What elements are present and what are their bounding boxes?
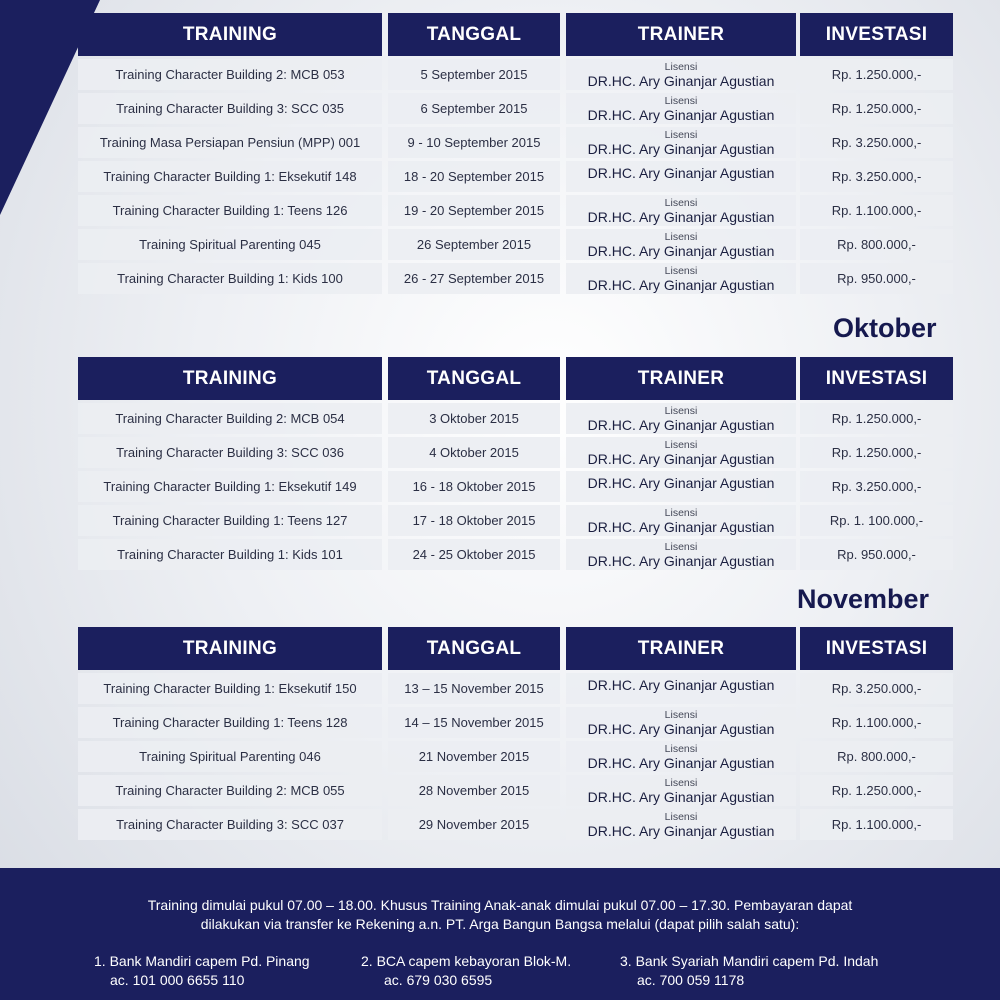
cell-trainer [566, 195, 796, 226]
cell-tanggal: 29 November 2015 [388, 809, 560, 840]
cell-trainer [566, 437, 796, 468]
cell-tanggal: 9 - 10 September 2015 [388, 127, 560, 158]
cell-trainer [566, 673, 796, 704]
cell-training: Training Spiritual Parenting 046 [78, 741, 382, 772]
cell-training: Training Character Building 2: MCB 053 [78, 59, 382, 90]
cell-tanggal: 18 - 20 September 2015 [388, 161, 560, 192]
cell-trainer [566, 707, 796, 738]
header-tanggal: TANGGAL [388, 13, 560, 56]
cell-trainer [566, 161, 796, 192]
cell-training: Training Character Building 1: Teens 128 [78, 707, 382, 738]
header-training: TRAINING [78, 627, 382, 670]
cell-investasi: Rp. 1.100.000,- [800, 195, 953, 226]
cell-investasi: Rp. 3.250.000,- [800, 673, 953, 704]
trainer-license-label: Lisensi [664, 777, 698, 790]
header-tanggal: TANGGAL [388, 357, 560, 400]
cell-tanggal: 17 - 18 Oktober 2015 [388, 505, 560, 536]
header-investasi: INVESTASI [800, 357, 953, 400]
cell-investasi: Rp. 800.000,- [800, 229, 953, 260]
trainer-name: DR.HC. Ary Ginanjar Agustian [587, 720, 775, 737]
header-trainer: TRAINER [566, 357, 796, 400]
trainer-name: DR.HC. Ary Ginanjar Agustian [587, 754, 775, 771]
cell-investasi: Rp. 1.100.000,- [800, 809, 953, 840]
bank-mandiri [94, 952, 310, 990]
trainer-name: DR.HC. Ary Ginanjar Agustian [587, 106, 775, 123]
cell-tanggal: 19 - 20 September 2015 [388, 195, 560, 226]
cell-investasi: Rp. 3.250.000,- [800, 161, 953, 192]
cell-training: Training Character Building 3: SCC 036 [78, 437, 382, 468]
bank-syariah-mandiri [620, 952, 878, 990]
cell-tanggal: 13 – 15 November 2015 [388, 673, 560, 704]
cell-training: Training Character Building 1: Eksekutif 148 [78, 161, 382, 192]
trainer-name: DR.HC. Ary Ginanjar Agustian [587, 416, 775, 433]
header-investasi: INVESTASI [800, 627, 953, 670]
footer-note-line-2: dilakukan via transfer ke Rekening a.n. PT. Arga Bangun Bangsa melalui (dapat pilih salah satu): [200, 916, 800, 932]
trainer-license-label: Lisensi [664, 129, 698, 142]
header-trainer: TRAINER [566, 627, 796, 670]
trainer-name: DR.HC. Ary Ginanjar Agustian [587, 822, 775, 839]
trainer-name: DR.HC. Ary Ginanjar Agustian [587, 788, 775, 805]
trainer-name: DR.HC. Ary Ginanjar Agustian [587, 140, 775, 157]
cell-trainer [566, 809, 796, 840]
trainer-license-label: Lisensi [664, 95, 698, 108]
cell-investasi: Rp. 1.250.000,- [800, 59, 953, 90]
cell-tanggal: 3 Oktober 2015 [388, 403, 560, 434]
footer-panel [0, 868, 1000, 1000]
trainer-license-label: Lisensi [664, 811, 698, 824]
month-title: November [797, 584, 930, 614]
footer-note [80, 896, 920, 934]
trainer-name: DR.HC. Ary Ginanjar Agustian [587, 474, 775, 491]
bank-name: 2. BCA capem kebayoran Blok-M. [361, 953, 572, 969]
trainer-license-label: Lisensi [664, 405, 698, 418]
cell-tanggal: 28 November 2015 [388, 775, 560, 806]
cell-tanggal: 26 - 27 September 2015 [388, 263, 560, 294]
cell-trainer [566, 775, 796, 806]
trainer-name: DR.HC. Ary Ginanjar Agustian [587, 72, 775, 89]
cell-tanggal: 5 September 2015 [388, 59, 560, 90]
bank-name: 3. Bank Syariah Mandiri capem Pd. Indah [620, 953, 879, 969]
bank-bca [361, 952, 571, 990]
cell-trainer [566, 263, 796, 294]
trainer-name: DR.HC. Ary Ginanjar Agustian [587, 450, 775, 467]
cell-trainer [566, 539, 796, 570]
cell-trainer [566, 93, 796, 124]
cell-training: Training Character Building 2: MCB 054 [78, 403, 382, 434]
cell-training: Training Character Building 1: Kids 101 [78, 539, 382, 570]
header-tanggal: TANGGAL [388, 627, 560, 670]
cell-investasi: Rp. 1. 100.000,- [800, 505, 953, 536]
header-training: TRAINING [78, 13, 382, 56]
cell-tanggal: 24 - 25 Oktober 2015 [388, 539, 560, 570]
cell-tanggal: 21 November 2015 [388, 741, 560, 772]
trainer-license-label: Lisensi [664, 61, 698, 74]
trainer-license-label: Lisensi [664, 231, 698, 244]
cell-investasi: Rp. 1.250.000,- [800, 93, 953, 124]
cell-investasi: Rp. 1.250.000,- [800, 775, 953, 806]
trainer-license-label: Lisensi [664, 743, 698, 756]
bank-account: ac. 700 059 1178 [637, 972, 745, 988]
header-training: TRAINING [78, 357, 382, 400]
trainer-name: DR.HC. Ary Ginanjar Agustian [587, 164, 775, 181]
cell-training: Training Character Building 1: Teens 126 [78, 195, 382, 226]
cell-investasi: Rp. 1.250.000,- [800, 403, 953, 434]
trainer-license-label: Lisensi [664, 541, 698, 554]
cell-investasi: Rp. 800.000,- [800, 741, 953, 772]
bank-name: 1. Bank Mandiri capem Pd. Pinang [94, 953, 310, 969]
footer-note-line-1: Training dimulai pukul 07.00 – 18.00. Khusus Training Anak-anak dimulai pukul 07.00 – 17.30. Pembayaran dapat [147, 897, 853, 913]
trainer-license-label: Lisensi [664, 439, 698, 452]
cell-training: Training Character Building 1: Eksekutif 150 [78, 673, 382, 704]
cell-training: Training Spiritual Parenting 045 [78, 229, 382, 260]
cell-investasi: Rp. 950.000,- [800, 539, 953, 570]
bank-account: ac. 679 030 6595 [384, 972, 493, 988]
cell-trainer [566, 229, 796, 260]
trainer-name: DR.HC. Ary Ginanjar Agustian [587, 552, 775, 569]
bank-account: ac. 101 000 6655 110 [110, 972, 245, 988]
header-investasi: INVESTASI [800, 13, 953, 56]
cell-trainer [566, 741, 796, 772]
header-trainer: TRAINER [566, 13, 796, 56]
trainer-license-label: Lisensi [664, 265, 698, 278]
trainer-license-label: Lisensi [664, 507, 698, 520]
cell-training: Training Character Building 1: Eksekutif 149 [78, 471, 382, 502]
trainer-license-label: Lisensi [664, 197, 698, 210]
cell-training: Training Character Building 3: SCC 035 [78, 93, 382, 124]
month-title: Oktober [833, 313, 937, 343]
cell-training: Training Character Building 2: MCB 055 [78, 775, 382, 806]
trainer-name: DR.HC. Ary Ginanjar Agustian [587, 242, 775, 259]
cell-tanggal: 4 Oktober 2015 [388, 437, 560, 468]
cell-investasi: Rp. 1.250.000,- [800, 437, 953, 468]
cell-training: Training Character Building 1: Teens 127 [78, 505, 382, 536]
trainer-license-label: Lisensi [664, 709, 698, 722]
cell-trainer [566, 59, 796, 90]
trainer-name: DR.HC. Ary Ginanjar Agustian [587, 208, 775, 225]
cell-investasi: Rp. 3.250.000,- [800, 471, 953, 502]
cell-tanggal: 26 September 2015 [388, 229, 560, 260]
cell-tanggal: 6 September 2015 [388, 93, 560, 124]
cell-investasi: Rp. 1.100.000,- [800, 707, 953, 738]
cell-training: Training Character Building 1: Kids 100 [78, 263, 382, 294]
cell-trainer [566, 403, 796, 434]
cell-training: Training Masa Persiapan Pensiun (MPP) 001 [78, 127, 382, 158]
cell-trainer [566, 127, 796, 158]
trainer-name: DR.HC. Ary Ginanjar Agustian [587, 676, 775, 693]
trainer-name: DR.HC. Ary Ginanjar Agustian [587, 518, 775, 535]
cell-tanggal: 16 - 18 Oktober 2015 [388, 471, 560, 502]
cell-trainer [566, 471, 796, 502]
cell-tanggal: 14 – 15 November 2015 [388, 707, 560, 738]
trainer-name: DR.HC. Ary Ginanjar Agustian [587, 276, 775, 293]
cell-trainer [566, 505, 796, 536]
cell-investasi: Rp. 3.250.000,- [800, 127, 953, 158]
cell-investasi: Rp. 950.000,- [800, 263, 953, 294]
cell-training: Training Character Building 3: SCC 037 [78, 809, 382, 840]
